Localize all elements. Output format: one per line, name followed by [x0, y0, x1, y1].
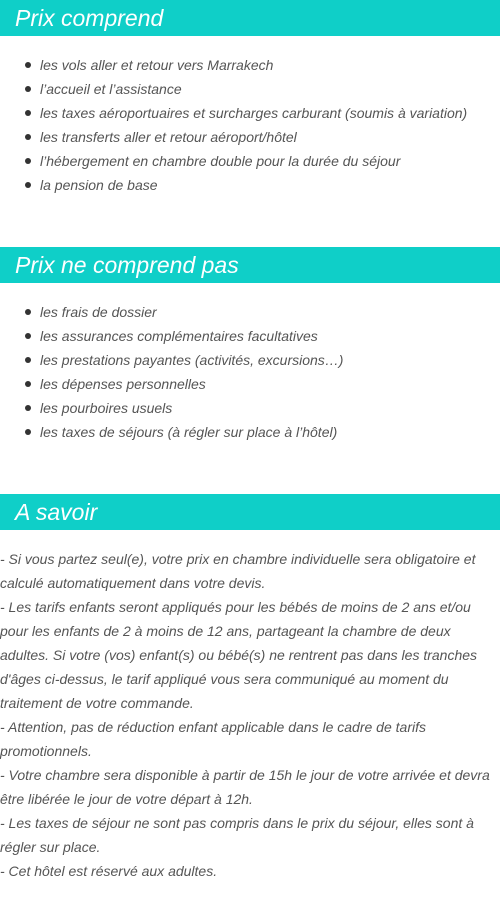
list-item-label: les vols aller et retour vers Marrakech [40, 57, 274, 73]
bullet-icon [25, 381, 31, 387]
list-item [0, 420, 500, 444]
list-item [0, 101, 500, 125]
good-to-know-section-title: A savoir [0, 494, 500, 530]
list-item-label: les assurances complémentaires facultatives [40, 328, 318, 344]
info-paragraph: - Si vous partez seul(e), votre prix en chambre individuelle sera obligatoire et calculé automatiquement dans votre devis. [0, 551, 476, 591]
list-item-label: l’hébergement en chambre double pour la durée du séjour [40, 153, 401, 169]
list-item-label: les taxes aéroportuaires et surcharges carburant (soumis à variation) [40, 105, 468, 121]
bullet-icon [25, 134, 31, 140]
info-paragraph: - Les taxes de séjour ne sont pas compris dans le prix du séjour, elles sont à régler sur place. [0, 815, 474, 855]
info-paragraph: - Votre chambre sera disponible à partir de 15h le jour de votre arrivée et devra être libérée le jour de votre départ à 12h. [0, 767, 490, 807]
included-list [0, 53, 500, 197]
list-item-label: les transferts aller et retour aéroport/hôtel [40, 129, 297, 145]
info-paragraph: - Cet hôtel est réservé aux adultes. [0, 863, 218, 879]
list-item-label: les frais de dossier [40, 304, 157, 320]
bullet-icon [25, 158, 31, 164]
list-item-label: les dépenses personnelles [40, 376, 206, 392]
list-item [0, 324, 500, 348]
list-item [0, 348, 500, 372]
bullet-icon [25, 357, 31, 363]
bullet-icon [25, 86, 31, 92]
bullet-icon [25, 405, 31, 411]
list-item [0, 125, 500, 149]
bullet-icon [25, 429, 31, 435]
bullet-icon [25, 110, 31, 116]
list-item [0, 77, 500, 101]
list-item [0, 372, 500, 396]
bullet-icon [25, 182, 31, 188]
list-item-label: la pension de base [40, 177, 158, 193]
list-item-label: les taxes de séjours (à régler sur place à l’hôtel) [40, 424, 338, 440]
list-item-label: les prestations payantes (activités, excursions…) [40, 352, 344, 368]
good-to-know-text [0, 547, 500, 883]
excluded-section-title: Prix ne comprend pas [0, 247, 500, 283]
excluded-list [0, 300, 500, 444]
info-paragraph: - Les tarifs enfants seront appliqués pour les bébés de moins de 2 ans et/ou pour les enfants de 2 à moins de 12 ans, partageant la chambre de deux adultes. Si votre (vos) enfant(s) ou bébé(s) ne rentrent pas dans les tranches d'âges ci-dessus, le tarif appliqué vous sera communiqué au moment du traitement de votre commande. [0, 599, 478, 711]
bullet-icon [25, 309, 31, 315]
list-item-label: les pourboires usuels [40, 400, 173, 416]
list-item-label: l’accueil et l’assistance [40, 81, 182, 97]
bullet-icon [25, 333, 31, 339]
bullet-icon [25, 62, 31, 68]
list-item [0, 173, 500, 197]
list-item [0, 300, 500, 324]
list-item [0, 149, 500, 173]
info-paragraph: - Attention, pas de réduction enfant applicable dans le cadre de tarifs promotionnels. [0, 719, 426, 759]
included-section-title: Prix comprend [0, 0, 500, 36]
list-item [0, 396, 500, 420]
list-item [0, 53, 500, 77]
